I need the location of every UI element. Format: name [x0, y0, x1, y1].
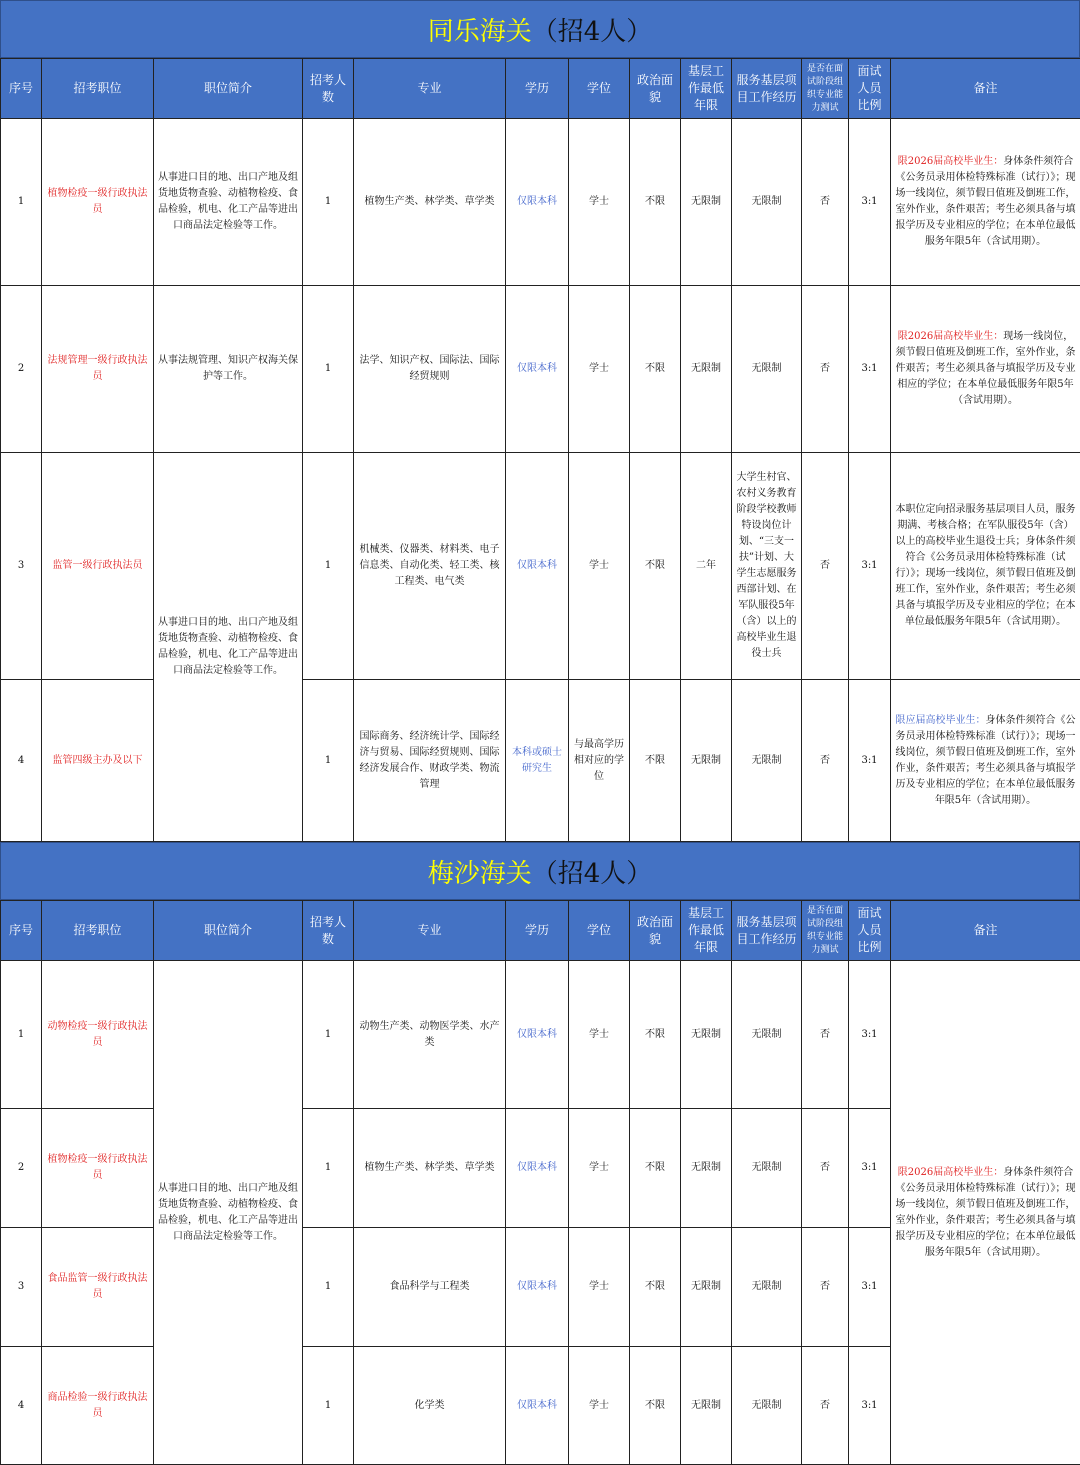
edu-cell: 本科或硕士研究生: [506, 680, 569, 842]
job-table: [0, 58, 1080, 842]
table-row: [1, 286, 1080, 453]
section-title-name: 同乐海关: [428, 11, 532, 48]
seq-cell: 4: [1, 1347, 42, 1465]
ratio-cell: 3:1: [849, 1109, 891, 1228]
note-cell: [891, 453, 1080, 680]
test-cell: 否: [802, 1228, 849, 1347]
header-cell: 政治面貌: [630, 901, 681, 961]
section-title-banner: [0, 0, 1080, 58]
num-cell: 1: [303, 961, 354, 1109]
header-cell: 序号: [1, 59, 42, 119]
position-cell: 商品检验一级行政执法员: [42, 1347, 154, 1465]
num-cell: 1: [303, 1228, 354, 1347]
header-cell: 序号: [1, 901, 42, 961]
ratio-cell: 3:1: [849, 680, 891, 842]
intro-cell: 从事进口目的地、出口产地及组货地货物查验、动植物检疫、食品检验，机电、化工产品等进出口商品法定检验等工作。: [154, 119, 303, 286]
position-cell: 植物检疫一级行政执法员: [42, 1109, 154, 1228]
years-cell: 无限制: [681, 1109, 732, 1228]
note-text: 现场一线岗位，须节假日值班及倒班工作，室外作业，条件艰苦；考生必须具备与填报学历及专业相应的学位；在本单位最低服务年限5年（含试用期）。: [896, 331, 1076, 406]
service-cell: 无限制: [732, 1228, 802, 1347]
ratio-cell: 3:1: [849, 1228, 891, 1347]
header-cell: 基层工作最低年限: [681, 901, 732, 961]
header-cell: 招考人数: [303, 59, 354, 119]
header-cell: 职位简介: [154, 901, 303, 961]
header-cell: 招考职位: [42, 59, 154, 119]
political-cell: 不限: [630, 286, 681, 453]
table-row: [1, 119, 1080, 286]
major-cell: 化学类: [354, 1347, 506, 1465]
note-text: 本职位定向招录服务基层项目人员，服务期满、考核合格；在军队服役5年（含）以上的高校毕业生退役士兵；身体条件须符合《公务员录用体检特殊标准（试行）》；现场一线岗位，须节假日值班及倒班工作，室外作业，条件艰苦；考生必须具备与填报学历及专业相应的学位；在本单位最低服务年限5年（含试用期）。: [896, 504, 1076, 627]
num-cell: 1: [303, 680, 354, 842]
header-cell: 是否在面试阶段组织专业能力测试: [802, 901, 849, 961]
header-cell: 服务基层项目工作经历: [732, 901, 802, 961]
header-row: [1, 901, 1080, 961]
political-cell: 不限: [630, 1228, 681, 1347]
intro-cell: 从事法规管理、知识产权海关保护等工作。: [154, 286, 303, 453]
edu-cell: 仅限本科: [506, 119, 569, 286]
num-cell: 1: [303, 119, 354, 286]
service-cell: 无限制: [732, 680, 802, 842]
years-cell: 无限制: [681, 961, 732, 1109]
political-cell: 不限: [630, 1347, 681, 1465]
major-cell: 植物生产类、林学类、草学类: [354, 1109, 506, 1228]
intro-cell-shared: 从事进口目的地、出口产地及组货地货物查验、动植物检疫、食品检验，机电、化工产品等进出口商品法定检验等工作。: [154, 453, 303, 842]
service-cell: 无限制: [732, 1347, 802, 1465]
header-cell: 基层工作最低年限: [681, 59, 732, 119]
header-cell: 政治面貌: [630, 59, 681, 119]
position-cell: 监管一级行政执法员: [42, 453, 154, 680]
position-cell: 法规管理一级行政执法员: [42, 286, 154, 453]
degree-cell: 学士: [569, 119, 630, 286]
section-title-count: （招4人）: [532, 853, 653, 890]
header-cell: 专业: [354, 59, 506, 119]
note-highlight: 限2026届高校毕业生：: [898, 1167, 1003, 1178]
test-cell: 否: [802, 961, 849, 1109]
major-cell: 机械类、仪器类、材料类、电子信息类、自动化类、轻工类、核工程类、电气类: [354, 453, 506, 680]
header-cell: 学历: [506, 59, 569, 119]
edu-cell: 仅限本科: [506, 1347, 569, 1465]
service-cell: 无限制: [732, 119, 802, 286]
job-table: [0, 900, 1080, 1465]
header-cell: 学位: [569, 59, 630, 119]
edu-cell: 仅限本科: [506, 286, 569, 453]
header-cell: 招考人数: [303, 901, 354, 961]
political-cell: 不限: [630, 119, 681, 286]
major-cell: 食品科学与工程类: [354, 1228, 506, 1347]
note-cell-shared: [891, 961, 1080, 1465]
position-cell: 动物检疫一级行政执法员: [42, 961, 154, 1109]
seq-cell: 1: [1, 961, 42, 1109]
note-cell: [891, 286, 1080, 453]
section-title-name: 梅沙海关: [428, 853, 532, 890]
years-cell: 无限制: [681, 119, 732, 286]
political-cell: 不限: [630, 453, 681, 680]
section-title-banner: [0, 842, 1080, 900]
num-cell: 1: [303, 453, 354, 680]
edu-cell: 仅限本科: [506, 1109, 569, 1228]
degree-cell: 学士: [569, 453, 630, 680]
years-cell: 无限制: [681, 680, 732, 842]
section-meisha: [0, 842, 1080, 1465]
major-cell: 植物生产类、林学类、草学类: [354, 119, 506, 286]
header-cell: 学位: [569, 901, 630, 961]
seq-cell: 3: [1, 1228, 42, 1347]
edu-cell: 仅限本科: [506, 453, 569, 680]
test-cell: 否: [802, 1109, 849, 1228]
header-row: [1, 59, 1080, 119]
header-cell: 专业: [354, 901, 506, 961]
position-cell: 植物检疫一级行政执法员: [42, 119, 154, 286]
major-cell: 法学、知识产权、国际法、国际经贸规则: [354, 286, 506, 453]
degree-cell: 学士: [569, 1347, 630, 1465]
note-highlight: 限应届高校毕业生：: [896, 715, 986, 726]
test-cell: 否: [802, 286, 849, 453]
ratio-cell: 3:1: [849, 119, 891, 286]
years-cell: 二年: [681, 453, 732, 680]
years-cell: 无限制: [681, 1228, 732, 1347]
header-cell: 面试人员比例: [849, 901, 891, 961]
section-title-count: （招4人）: [532, 11, 653, 48]
note-cell: [891, 119, 1080, 286]
header-cell: 招考职位: [42, 901, 154, 961]
major-cell: 动物生产类、动物医学类、水产类: [354, 961, 506, 1109]
test-cell: 否: [802, 119, 849, 286]
position-cell: 监管四级主办及以下: [42, 680, 154, 842]
service-cell: 无限制: [732, 1109, 802, 1228]
seq-cell: 2: [1, 286, 42, 453]
ratio-cell: 3:1: [849, 961, 891, 1109]
header-cell: 职位简介: [154, 59, 303, 119]
political-cell: 不限: [630, 1109, 681, 1228]
seq-cell: 3: [1, 453, 42, 680]
degree-cell: 学士: [569, 286, 630, 453]
service-cell: 无限制: [732, 286, 802, 453]
header-cell: 是否在面试阶段组织专业能力测试: [802, 59, 849, 119]
header-cell: 面试人员比例: [849, 59, 891, 119]
political-cell: 不限: [630, 680, 681, 842]
num-cell: 1: [303, 286, 354, 453]
note-cell: [891, 680, 1080, 842]
header-cell: 学历: [506, 901, 569, 961]
service-cell: 大学生村官、农村义务教育阶段学校教师特设岗位计划、“三支一扶”计划、大学生志愿服务西部计划、在军队服役5年（含）以上的高校毕业生退役士兵: [732, 453, 802, 680]
ratio-cell: 3:1: [849, 286, 891, 453]
header-cell: 备注: [891, 901, 1080, 961]
intro-cell-shared: 从事进口目的地、出口产地及组货地货物查验、动植物检疫、食品检验，机电、化工产品等进出口商品法定检验等工作。: [154, 961, 303, 1465]
political-cell: 不限: [630, 961, 681, 1109]
table-row: [1, 453, 1080, 680]
degree-cell: 学士: [569, 961, 630, 1109]
note-highlight: 限2026届高校毕业生：: [898, 156, 1003, 167]
header-cell: 服务基层项目工作经历: [732, 59, 802, 119]
test-cell: 否: [802, 1347, 849, 1465]
seq-cell: 1: [1, 119, 42, 286]
ratio-cell: 3:1: [849, 453, 891, 680]
test-cell: 否: [802, 453, 849, 680]
table-row: [1, 961, 1080, 1109]
degree-cell: 与最高学历相对应的学位: [569, 680, 630, 842]
years-cell: 无限制: [681, 286, 732, 453]
service-cell: 无限制: [732, 961, 802, 1109]
position-cell: 食品监管一级行政执法员: [42, 1228, 154, 1347]
test-cell: 否: [802, 680, 849, 842]
degree-cell: 学士: [569, 1228, 630, 1347]
header-cell: 备注: [891, 59, 1080, 119]
edu-cell: 仅限本科: [506, 961, 569, 1109]
num-cell: 1: [303, 1347, 354, 1465]
seq-cell: 2: [1, 1109, 42, 1228]
seq-cell: 4: [1, 680, 42, 842]
num-cell: 1: [303, 1109, 354, 1228]
years-cell: 无限制: [681, 1347, 732, 1465]
ratio-cell: 3:1: [849, 1347, 891, 1465]
degree-cell: 学士: [569, 1109, 630, 1228]
major-cell: 国际商务、经济统计学、国际经济与贸易、国际经贸规则、国际经济发展合作、财政学类、物流管理: [354, 680, 506, 842]
edu-cell: 仅限本科: [506, 1228, 569, 1347]
note-text: 身体条件须符合《公务员录用体检特殊标准（试行）》；现场一线岗位，须节假日值班及倒班工作，室外作业，条件艰苦；考生必须具备与填报学历及专业相应的学位；在本单位最低服务年限5年（含试用期）。: [896, 156, 1076, 247]
note-text: 身体条件须符合《公务员录用体检特殊标准（试行）》；现场一线岗位，须节假日值班及倒班工作，室外作业，条件艰苦；考生必须具备与填报学历及专业相应的学位；在本单位最低服务年限5年（含试用期）。: [896, 715, 1076, 806]
note-text: 身体条件须符合《公务员录用体检特殊标准（试行）》；现场一线岗位，须节假日值班及倒班工作，室外作业，条件艰苦；考生必须具备与填报学历及专业相应的学位；在本单位最低服务年限5年（含试用期）。: [896, 1167, 1076, 1258]
note-highlight: 限2026届高校毕业生：: [898, 331, 1003, 342]
